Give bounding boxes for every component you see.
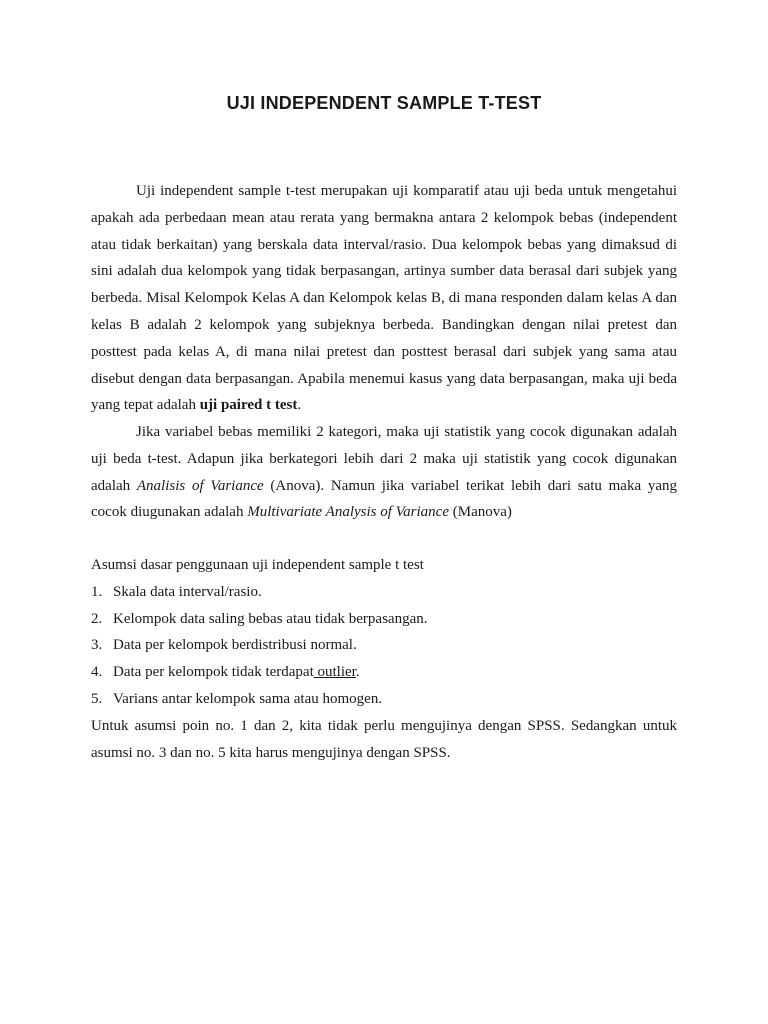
list-item xyxy=(91,686,677,713)
page-title: UJI INDEPENDENT SAMPLE T-TEST xyxy=(226,93,542,113)
assumptions-list xyxy=(91,579,677,713)
paragraph-2-text xyxy=(91,419,677,526)
paragraph-2-part3: (Manova) xyxy=(449,504,512,521)
assumptions-section xyxy=(91,552,677,766)
paragraph-1-body: Uji independent sample t-test merupakan uji komparatif atau uji beda untuk mengetahui apakah ada perbedaan mean atau rerata yang bermakna antara 2 kelompok bebas (independent atau tidak berkaitan) yang berskala data interval/rasio. Dua kelompok bebas yang dimaksud di sini adalah dua kelompok yang tidak berpasangan, artinya sumber data berasal dari subjek yang berbeda. Misal Kelompok Kelas A dan Kelompok kelas B, di mana responden dalam kelas A dan kelas B adalah 2 kelompok yang subjeknya berbeda. Bandingkan dengan nilai pretest dan posttest pada kelas A, di mana nilai pretest dan posttest berasal dari subjek yang sama atau disebut dengan data berpasangan. Apabila menemui kasus yang data berpasangan, maka uji beda yang tepat adalah xyxy=(91,183,677,414)
paragraph-2-part1: Jika variabel bebas memiliki 2 kategori, maka uji statistik yang cocok digunakan adalah uji beda t-test. Adapun jika berkategori lebih dari 2 maka uji statistik yang cocok digunakan adalah xyxy=(91,424,677,494)
list-item-number: 2. xyxy=(91,610,103,627)
paragraph-2-part2: (Anova). Namun jika variabel terikat lebih dari satu maka yang cocok diugunakan adalah xyxy=(91,477,678,521)
list-item xyxy=(91,606,677,633)
paragraph-2-italic-manova: Multivariate Analysis of Variance xyxy=(247,504,449,521)
list-item-text: Skala data interval/rasio. xyxy=(113,583,262,600)
list-item xyxy=(91,579,677,606)
list-item-number: 1. xyxy=(91,583,103,600)
paragraph-2 xyxy=(91,419,677,526)
paragraph-2-italic-anova: Analisis of Variance xyxy=(136,477,264,494)
list-item-number: 4. xyxy=(91,664,103,681)
paragraph-1-bold-term: uji paired t test xyxy=(199,397,298,414)
assumptions-heading: Asumsi dasar penggunaan uji independent sample t test xyxy=(91,557,424,573)
list-item-text: Kelompok data saling bebas atau tidak berpasangan. xyxy=(113,610,428,627)
list-item xyxy=(91,659,677,686)
paragraph-1-end: . xyxy=(297,397,302,414)
list-item-text: Data per kelompok tidak terdapat xyxy=(113,664,314,681)
list-item-number: 3. xyxy=(91,637,103,654)
list-item-number: 5. xyxy=(91,690,103,707)
closing-paragraph: Untuk asumsi poin no. 1 dan 2, kita tidak perlu mengujinya dengan SPSS. Sedangkan untuk asumsi no. 3 dan no. 5 kita harus mengujinya dengan SPSS. xyxy=(91,717,677,761)
paragraph-1 xyxy=(91,178,677,419)
list-item xyxy=(91,632,677,659)
list-item-text: Data per kelompok berdistribusi normal. xyxy=(113,637,357,654)
list-item-text: Varians antar kelompok sama atau homogen. xyxy=(113,690,383,707)
paragraph-1-text xyxy=(91,178,677,419)
outlier-term: outlier xyxy=(313,664,356,681)
list-item-end: . xyxy=(355,664,360,681)
